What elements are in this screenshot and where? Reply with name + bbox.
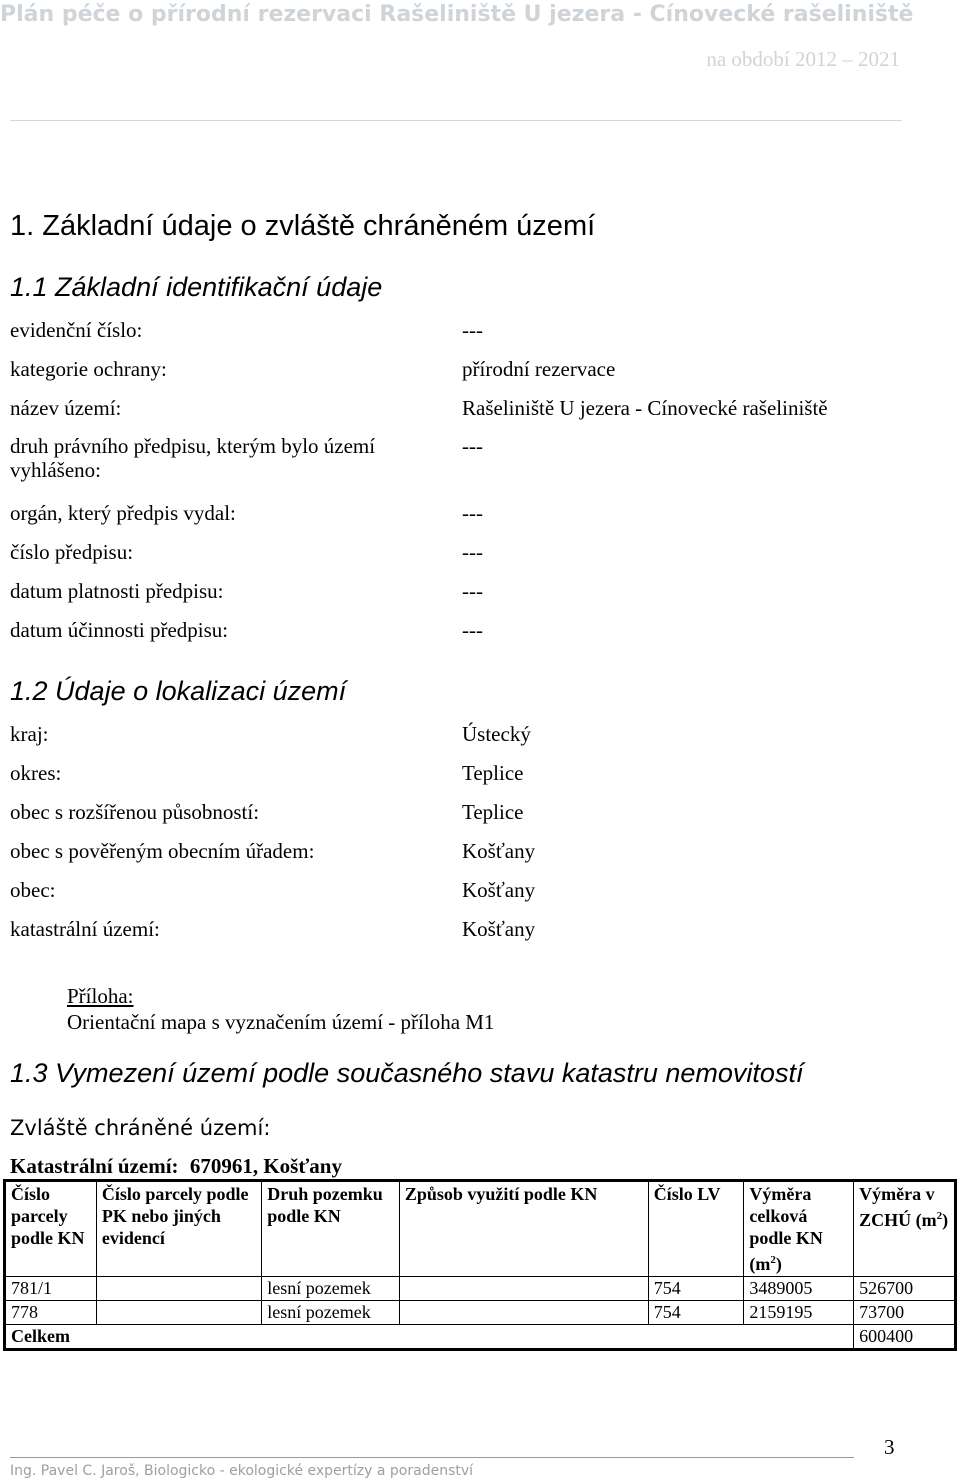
header-land-use: Způsob využití podle KN — [399, 1181, 648, 1277]
section-1-3-heading: 1.3 Vymezení území podle současného stavu katastru nemovitostí — [10, 1058, 804, 1088]
row-value: Košťany — [462, 839, 536, 863]
header-total-area — [744, 1181, 854, 1277]
cadastre-line — [10, 1154, 342, 1179]
total-value: 600400 — [854, 1325, 956, 1350]
row-label: obec s pověřeným obecním úřadem: — [10, 839, 315, 863]
row-label: evidenční číslo: — [10, 318, 143, 342]
row-label: kategorie ochrany: — [10, 357, 167, 381]
cell-pk — [96, 1277, 261, 1301]
row-value: přírodní rezervace — [462, 357, 616, 381]
identification-row — [10, 434, 950, 484]
table-row — [5, 1277, 956, 1301]
row-value: --- — [462, 501, 483, 525]
section-1-1-heading: 1.1 Základní identifikační údaje — [10, 272, 383, 302]
header-lv-number: Číslo LV — [648, 1181, 744, 1277]
header-zchu-area-text: Výměra v ZCHÚ (m — [859, 1184, 937, 1230]
page-number: 3 — [884, 1435, 895, 1459]
header-total-area-end: ) — [775, 1254, 782, 1274]
footer-author: Ing. Pavel C. Jaroš, Biologicko - ekologické expertízy a poradenství — [10, 1463, 474, 1479]
row-label: obec: — [10, 878, 56, 902]
row-value: --- — [462, 318, 483, 342]
cell-zchu-area: 73700 — [854, 1301, 956, 1325]
cell-land-type: lesní pozemek — [262, 1277, 400, 1301]
table-row — [5, 1301, 956, 1325]
attachment-text: Orientační mapa s vyznačením území - příloha M1 — [67, 1010, 495, 1034]
header-zchu-area — [854, 1181, 956, 1277]
row-value: Rašeliniště U jezera - Cínovecké rašeliniště — [462, 396, 828, 420]
row-value: Teplice — [462, 761, 524, 785]
row-label: katastrální území: — [10, 917, 160, 941]
cadastre-label: Katastrální území: — [10, 1154, 179, 1178]
attachment-heading: Příloha: — [67, 984, 134, 1008]
header-divider — [10, 120, 902, 121]
cell-zchu-area: 526700 — [854, 1277, 956, 1301]
footer-divider — [10, 1457, 854, 1458]
header-zchu-area-sup: 2 — [936, 1210, 943, 1222]
section-1-heading: 1. Základní údaje o zvláště chráněném území — [10, 210, 596, 242]
total-label: Celkem — [5, 1325, 854, 1350]
protected-area-label: Zvláště chráněné území: — [10, 1116, 271, 1140]
cell-total-area: 2159195 — [744, 1301, 854, 1325]
cell-pk — [96, 1301, 261, 1325]
table-header-row — [5, 1181, 956, 1277]
row-value: Teplice — [462, 800, 524, 824]
cell-land-use — [399, 1277, 648, 1301]
cell-parcel: 781/1 — [5, 1277, 97, 1301]
parcels-table — [3, 1179, 957, 1351]
cell-land-use — [399, 1301, 648, 1325]
cell-lv: 754 — [648, 1301, 744, 1325]
row-label: datum účinnosti předpisu: — [10, 618, 229, 642]
section-1-2-heading: 1.2 Údaje o lokalizaci území — [10, 676, 347, 706]
row-label: číslo předpisu: — [10, 540, 134, 564]
cell-parcel: 778 — [5, 1301, 97, 1325]
row-value: --- — [462, 434, 483, 458]
cell-lv: 754 — [648, 1277, 744, 1301]
header-parcel-kn: Číslo parcely podle KN — [5, 1181, 97, 1277]
row-label: orgán, který předpis vydal: — [10, 501, 236, 525]
header-period: na období 2012 – 2021 — [706, 47, 900, 71]
row-label: okres: — [10, 761, 62, 785]
header-land-type: Druh pozemku podle KN — [262, 1181, 400, 1277]
row-label: kraj: — [10, 722, 49, 746]
row-value: --- — [462, 618, 483, 642]
cell-land-type: lesní pozemek — [262, 1301, 400, 1325]
row-label: název území: — [10, 396, 122, 420]
row-value: Košťany — [462, 917, 536, 941]
row-label: obec s rozšířenou působností: — [10, 800, 260, 824]
header-zchu-area-end: ) — [942, 1210, 949, 1230]
header-total-area-sup: 2 — [770, 1254, 776, 1266]
header-title: Plán péče o přírodní rezervaci Rašeliniště U jezera - Cínovecké rašeliniště — [0, 2, 914, 27]
header-parcel-pk: Číslo parcely podle PK nebo jiných evidencí — [96, 1181, 261, 1277]
row-label: datum platnosti předpisu: — [10, 579, 224, 603]
header-total-area-text: Výměra celková podle KN (m — [749, 1184, 823, 1274]
row-value: --- — [462, 579, 483, 603]
table-total-row — [5, 1325, 956, 1350]
row-value: Košťany — [462, 878, 536, 902]
row-value: Ústecký — [462, 722, 531, 746]
row-label: druh právního předpisu, kterým bylo území vyhlášeno: — [10, 434, 376, 482]
cadastre-value: 670961, Košťany — [189, 1154, 342, 1178]
cell-total-area: 3489005 — [744, 1277, 854, 1301]
row-value: --- — [462, 540, 483, 564]
